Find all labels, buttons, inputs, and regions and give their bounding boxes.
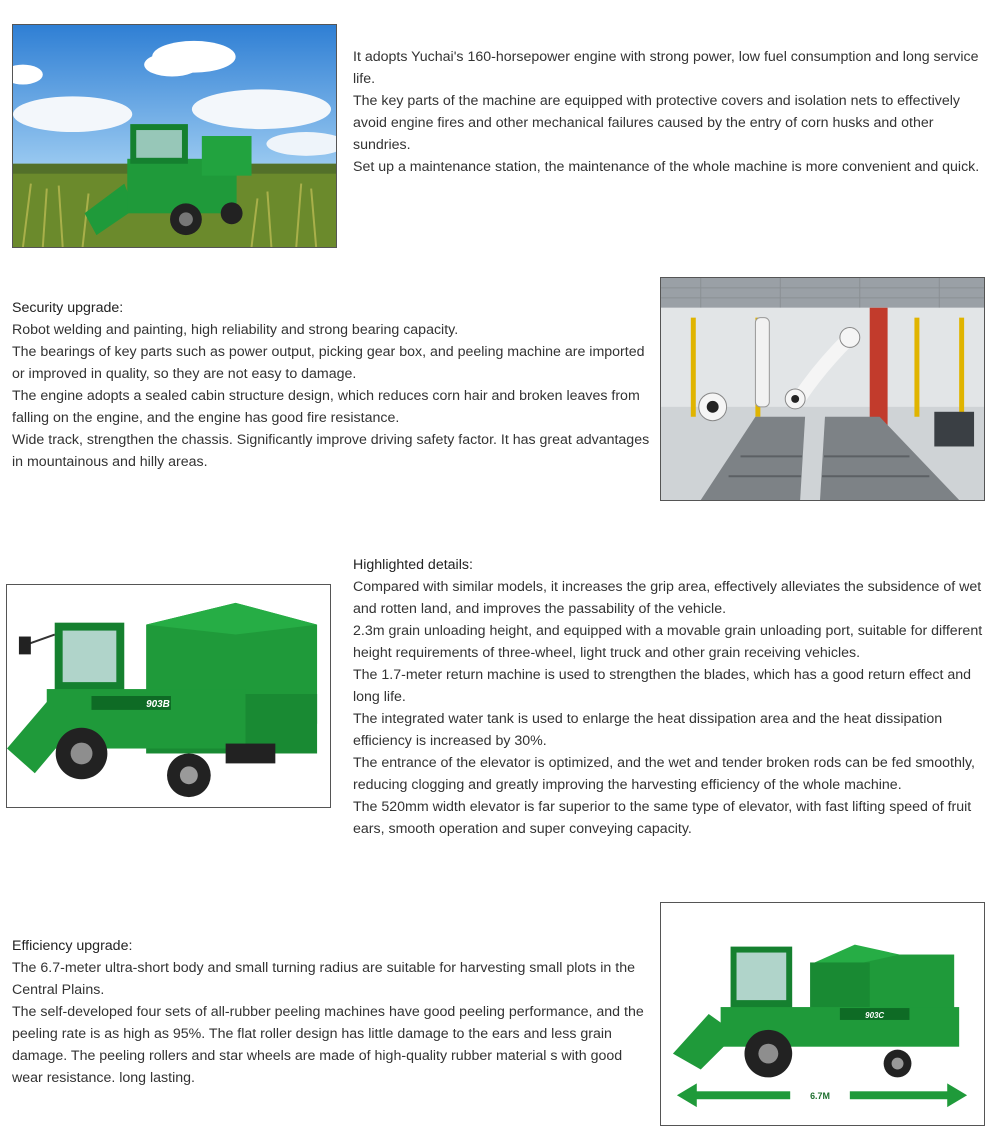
length-label: 6.7M bbox=[810, 1091, 830, 1102]
details-paragraph: The 520mm width elevator is far superior to the same type of elevator, with fast lifting speed of fruit ears, smooth operation and super conveying capacity. bbox=[353, 799, 972, 837]
efficiency-paragraph: The self-developed four sets of all-rubber peeling machines have good peeling performance, and the peeling rate is as high as 95%. The flat roller design has little damage to the ears and less grain damage. The peeling rollers and star wheels are made of high-quality rubber material s with good wear resistance. long lasting. bbox=[12, 1004, 644, 1086]
security-paragraph: The bearings of key parts such as power output, picking gear box, and peeling machine are imported or improved in quality, so they are not easy to damage. bbox=[12, 344, 645, 382]
engine-description bbox=[353, 46, 988, 178]
security-paragraph: The engine adopts a sealed cabin structure design, which reduces corn hair and broken leaves from falling on the engine, and the engine has good fire resistance. bbox=[12, 388, 640, 426]
model-label-903b: 903B bbox=[146, 698, 170, 710]
harvester-field-image bbox=[13, 25, 336, 247]
security-section bbox=[12, 297, 652, 473]
engine-paragraph: The key parts of the machine are equipped with protective covers and isolation nets to effectively avoid engine fires and other mechanical failures caused by the entry of corn husks and other sundries. bbox=[353, 93, 960, 153]
details-heading: Highlighted details: bbox=[353, 557, 473, 573]
security-heading: Security upgrade: bbox=[12, 300, 124, 316]
harvester-field-photo bbox=[12, 24, 337, 248]
harvester-903c-photo bbox=[660, 902, 985, 1126]
model-label-903c: 903C bbox=[865, 1010, 885, 1020]
details-paragraph: The 1.7-meter return machine is used to strengthen the blades, which has a good return effect and long life. bbox=[353, 667, 972, 705]
details-paragraph: The entrance of the elevator is optimized, and the wet and tender broken rods can be fed smoothly, reducing clogging and greatly improving the harvesting efficiency of the whole machine. bbox=[353, 755, 975, 793]
security-paragraph: Wide track, strengthen the chassis. Significantly improve driving safety factor. It has great advantages in mountainous and hilly areas. bbox=[12, 432, 650, 470]
efficiency-paragraph: The 6.7-meter ultra-short body and small turning radius are suitable for harvesting small plots in the Central Plains. bbox=[12, 960, 635, 998]
details-paragraph: The integrated water tank is used to enlarge the heat dissipation area and the heat dissipation efficiency is increased by 30%. bbox=[353, 711, 943, 749]
security-paragraph: Robot welding and painting, high reliability and strong bearing capacity. bbox=[12, 322, 459, 338]
harvester-903c-image bbox=[661, 903, 984, 1125]
engine-paragraph: Set up a maintenance station, the maintenance of the whole machine is more convenient and quick. bbox=[353, 159, 980, 175]
details-paragraph: 2.3m grain unloading height, and equipped with a movable grain unloading port, suitable for different height requirements of three-wheel, light truck and other grain receiving vehicles. bbox=[353, 623, 983, 661]
robot-factory-image bbox=[661, 278, 984, 500]
efficiency-section bbox=[12, 935, 652, 1089]
details-section bbox=[353, 554, 988, 840]
efficiency-heading: Efficiency upgrade: bbox=[12, 938, 133, 954]
harvester-903b-image bbox=[7, 585, 330, 807]
details-paragraph: Compared with similar models, it increases the grip area, effectively alleviates the subsidence of wet and rotten land, and improves the passability of the vehicle. bbox=[353, 579, 982, 617]
harvester-903b-photo bbox=[6, 584, 331, 808]
robot-factory-photo bbox=[660, 277, 985, 501]
engine-paragraph: It adopts Yuchai's 160-horsepower engine with strong power, low fuel consumption and long service life. bbox=[353, 49, 979, 87]
